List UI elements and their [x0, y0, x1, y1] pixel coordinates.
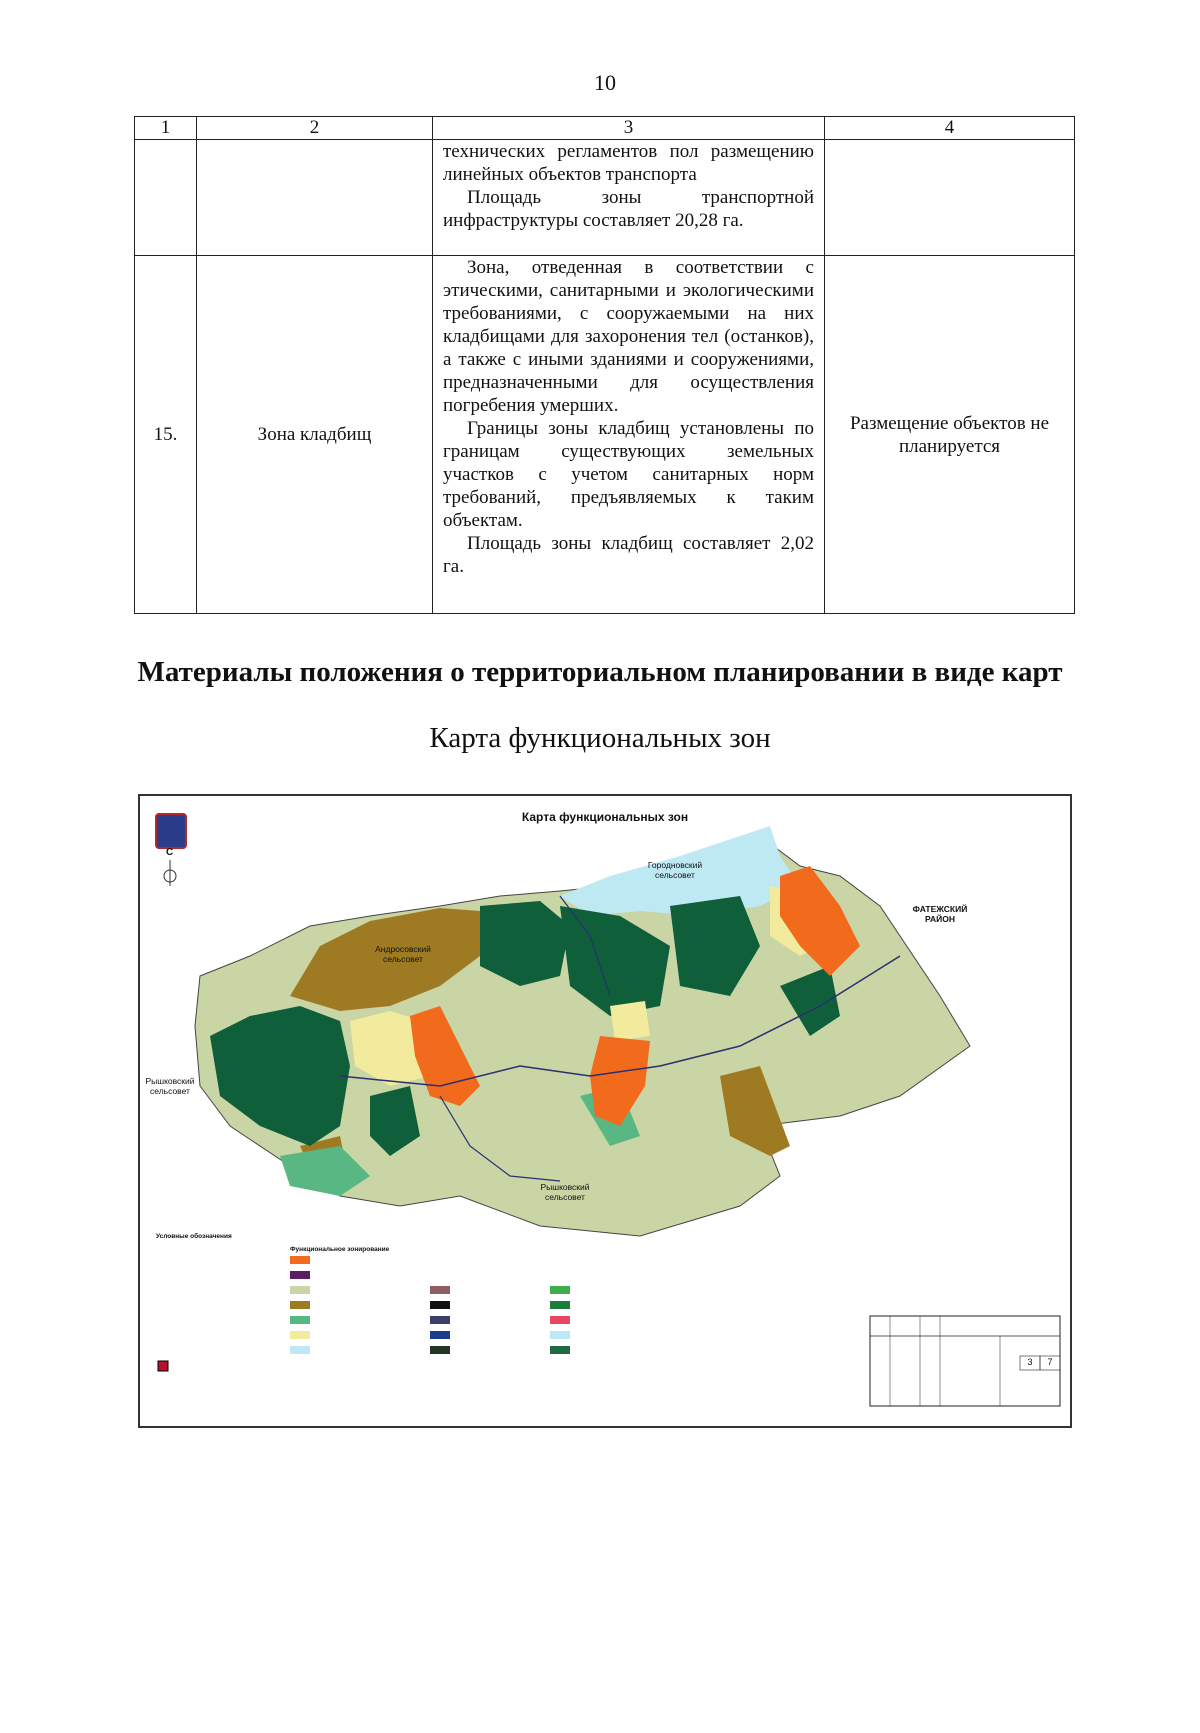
zone-name: Зона кладбищ	[197, 256, 433, 614]
map-title: Карта функциональных зон	[521, 810, 689, 824]
row-number: 15.	[135, 256, 197, 614]
description-paragraph: Зона, отведенная в соответствии с этическими, санитарными и экологическими требованиями, с сооружаемыми на них кладбищами для захоронения тел (останков), а также с иными зданиями и сооружениями, предназначенными для осуществления погребения умерших.	[443, 257, 814, 416]
table-header-cell: 2	[197, 117, 433, 140]
region-label-ryshkovsky-west: Рышковский сельсовет	[145, 1076, 195, 1096]
page-number: 10	[594, 70, 616, 95]
stamp-sheet-total: 7	[1047, 1357, 1053, 1367]
row-number	[135, 140, 197, 256]
region-label-fatezhsky: ФАТЕЖСКИЙ РАЙОН	[912, 904, 968, 924]
zone-description	[433, 140, 825, 256]
description-paragraph: Площадь зоны транспортной инфраструктуры составляет 20,28 га.	[443, 187, 814, 231]
description-paragraph: Площадь зоны кладбищ составляет 2,02 га.	[443, 533, 814, 577]
mixed-zone	[610, 1001, 650, 1041]
zones-table	[134, 116, 1075, 614]
legend-zones-heading: Функциональное зонирование	[290, 1246, 390, 1253]
region-label-androsovsky: Андросовский сельсовет	[375, 944, 431, 964]
map-drawing	[140, 796, 1070, 1426]
table-header-row	[135, 117, 1075, 140]
table-row	[135, 256, 1075, 614]
legend-heading: Условные обозначения	[156, 1233, 232, 1240]
description-paragraph: Границы зоны кладбищ установлены по границам существующих земельных участков с учетом санитарных норм требований, предъявляемых к таким объектам.	[443, 418, 814, 531]
zone-description	[433, 256, 825, 614]
table-header-cell: 3	[433, 117, 825, 140]
section-heading: Материалы положения о территориальном планировании в виде карт	[137, 656, 1063, 688]
compass-label: С	[166, 847, 174, 858]
compass-icon	[164, 860, 176, 886]
planned-objects	[825, 140, 1075, 256]
map-caption: Карта функциональных зон	[429, 722, 771, 754]
legend-swatches	[158, 1256, 570, 1371]
zone-name	[197, 140, 433, 256]
planned-objects: Размещение объектов не планируется	[825, 256, 1075, 614]
table-header-cell: 4	[825, 117, 1075, 140]
stamp-sheet-number: 3	[1027, 1357, 1033, 1367]
table-header-cell: 1	[135, 117, 197, 140]
table-row	[135, 140, 1075, 256]
region-label-gorodnovsky: Городновский сельсовет	[647, 860, 703, 880]
description-paragraph: технических регламентов пол размещению линейных объектов транспорта	[443, 141, 814, 185]
functional-zones-map	[138, 794, 1072, 1428]
region-label-ryshkovsky-south: Рышковский сельсовет	[540, 1182, 590, 1202]
